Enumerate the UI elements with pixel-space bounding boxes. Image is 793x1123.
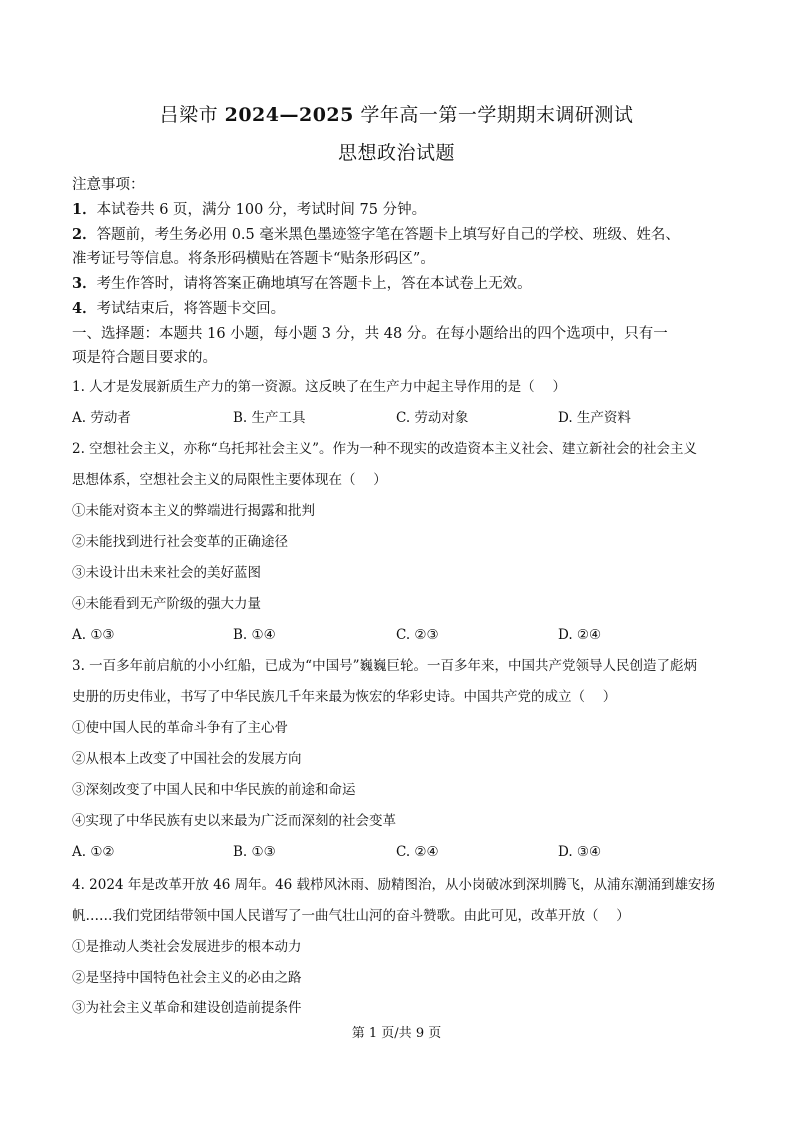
page-footer: 第 1 页/共 9 页 — [351, 1026, 442, 1041]
section-heading-line1: 一、选择题：本题共 16 小题，每小题 3 分，共 48 分。在每小题给出的四个选项中，只有一 — [72, 326, 668, 342]
title-years: 2024—2025 — [224, 104, 354, 126]
question-3-stem-line1: 3. 一百多年前启航的小小红船，已成为“中国号”巍巍巨轮。一百多年来，中国共产党领导人民创造了彪炳 — [72, 658, 697, 674]
question-1-option-a: A. 劳动者 — [72, 410, 131, 426]
question-2-option-a: A. ①③ — [72, 627, 115, 643]
question-3-statement-4: ④实现了中华民族有史以来最为广泛而深刻的社会变革 — [72, 813, 396, 829]
question-3-statement-1: ①使中国人民的革命斗争有了主心骨 — [72, 720, 288, 736]
question-4-statement-2: ②是坚持中国特色社会主义的必由之路 — [72, 970, 302, 986]
question-2-option-d: D. ②④ — [558, 627, 602, 643]
question-2-statement-2: ②未能找到进行社会变革的正确途径 — [72, 534, 288, 550]
question-1-option-b: B. 生产工具 — [233, 410, 306, 426]
question-4-statement-3: ③为社会主义革命和建设创造前提条件 — [72, 1000, 302, 1016]
question-3-stem-line2: 史册的历史伟业，书写了中华民族几千年来最为恢宏的华彩史诗。中国共产党的成立（ ） — [72, 689, 617, 705]
question-4-stem-line1: 4. 2024 年是改革开放 46 周年。46 载栉风沐雨、励精图治，从小岗破冰到深圳腾飞，从浦东潮涌到雄安扬 — [72, 877, 716, 893]
question-3-option-a: A. ①② — [72, 844, 115, 860]
question-1-option-d: D. 生产资料 — [558, 410, 631, 426]
title-prefix: 吕梁市 — [159, 104, 225, 126]
question-3-option-c: C. ②④ — [396, 844, 439, 860]
section-heading-line2: 项是符合题目要求的。 — [72, 350, 217, 366]
question-3-option-d: D. ③④ — [558, 844, 602, 860]
notice-item-3: 3．考生作答时，请将答案正确地填写在答题卡上，答在本试卷上无效。 — [72, 275, 532, 292]
question-2-option-b: B. ①④ — [233, 627, 276, 643]
notice-item-1: 1．本试卷共 6 页，满分 100 分，考试时间 75 分钟。 — [72, 201, 427, 218]
question-2-stem-line2: 思想体系，空想社会主义的局限性主要体现在（ ） — [72, 472, 387, 488]
notice-item-2: 2．答题前，考生务必用 0.5 毫米黑色墨迹签字笔在答题卡上填写好自己的学校、班级、姓名、 — [72, 226, 680, 243]
question-4-statement-1: ①是推动人类社会发展进步的根本动力 — [72, 939, 302, 955]
question-2-statement-3: ③未设计出未来社会的美好蓝图 — [72, 565, 261, 581]
question-2-option-c: C. ②③ — [396, 627, 439, 643]
notice-item-4: 4．考试结束后，将答题卡交回。 — [72, 300, 286, 317]
exam-title — [0, 100, 793, 127]
notice-heading: 注意事项： — [72, 177, 145, 193]
question-2-statement-1: ①未能对资本主义的弊端进行揭露和批判 — [72, 503, 315, 519]
question-1-stem: 1. 人才是发展新质生产力的第一资源。这反映了在生产力中起主导作用的是（ ） — [72, 379, 566, 395]
question-2-stem-line1: 2. 空想社会主义，亦称“乌托邦社会主义”。作为一种不现实的改造资本主义社会、建立新社会的社会主义 — [72, 441, 697, 457]
question-1-option-c: C. 劳动对象 — [396, 410, 469, 426]
question-4-stem-line2: 帆……我们党团结带领中国人民谱写了一曲气壮山河的奋斗赞歌。由此可见，改革开放（ ） — [72, 908, 630, 924]
question-3-option-b: B. ①③ — [233, 844, 276, 860]
question-3-statement-3: ③深刻改变了中国人民和中华民族的前途和命运 — [72, 782, 356, 798]
exam-subtitle: 思想政治试题 — [337, 142, 455, 164]
title-suffix: 学年高一第一学期期末调研测试 — [353, 104, 634, 126]
question-2-statement-4: ④未能看到无产阶级的强大力量 — [72, 596, 261, 612]
notice-item-2-cont: 准考证号等信息。将条形码横贴在答题卡“贴条形码区”。 — [72, 251, 435, 267]
question-3-statement-2: ②从根本上改变了中国社会的发展方向 — [72, 751, 302, 767]
